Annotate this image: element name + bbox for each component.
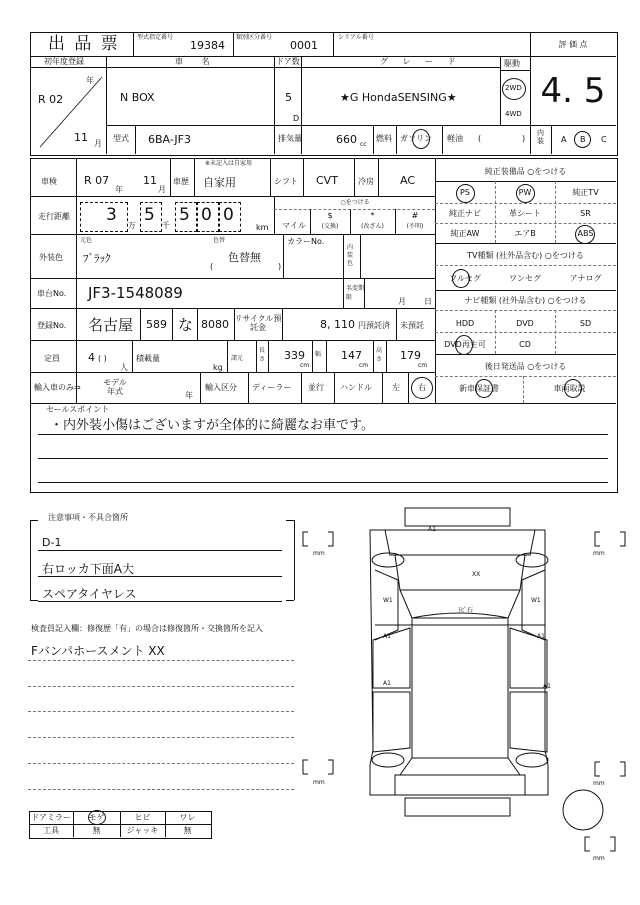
capacity-label: 定員	[44, 354, 60, 363]
mm-unit: mm	[593, 550, 605, 557]
color-label: 外装色	[39, 253, 63, 262]
equip-ps: PS	[460, 188, 470, 197]
mileage-digit: 3	[106, 205, 117, 225]
recycle-status: 未預託	[400, 321, 424, 330]
later-warranty: 新車保証書	[459, 384, 499, 393]
damage-label: W1	[383, 597, 393, 604]
registration-label: 登録No.	[37, 321, 67, 330]
equip-sr: SR	[580, 209, 591, 218]
car-name-label: 車 名	[175, 57, 218, 66]
circle-mark	[412, 129, 430, 149]
mm-unit: mm	[593, 780, 605, 787]
navi-cd: CD	[519, 340, 531, 349]
inspection-month: 11	[143, 174, 157, 187]
class-no: 0001	[290, 39, 318, 52]
serial-label: シリアル番号	[338, 34, 374, 41]
circle-mark	[502, 78, 526, 100]
reg-kana: な	[178, 316, 194, 334]
reg-number: 8080	[201, 318, 229, 331]
equip-title: 純正装備品 ○をつける	[484, 167, 567, 176]
damage-label: A1	[383, 633, 391, 640]
recycle-amount: 8, 110	[320, 318, 355, 331]
sales-label: セールスポイント	[46, 405, 110, 414]
circle-mark	[574, 131, 591, 148]
equip-tv: 純正TV	[572, 188, 599, 197]
damage-label: A1	[428, 526, 436, 533]
note-item: 右ロッカ下面A大	[42, 562, 134, 576]
tv-analog: アナログ	[569, 274, 602, 283]
later-title: 後日発送品 ○をつける	[484, 362, 567, 371]
equip-abs: ABS	[577, 229, 594, 238]
color-change-label: 色替	[213, 237, 226, 244]
history-label: 車歴	[173, 177, 189, 186]
int-color-label: 内装色	[347, 244, 354, 267]
score-value: 4. 5	[540, 71, 606, 111]
handle-left: 左	[392, 383, 400, 392]
reg-place: 名古屋	[88, 316, 134, 334]
mm-unit: mm	[313, 550, 325, 557]
later-manual: 車両取説	[553, 384, 586, 393]
cc-unit: cc	[360, 141, 367, 148]
sales-line: ・内外装小傷はございますが全体的に綺麗なお車です。	[50, 418, 374, 433]
mirror-ware: ワレ	[179, 813, 196, 822]
aircon-value: AC	[400, 174, 416, 187]
first-reg-month: 11	[74, 131, 88, 144]
first-reg-era: R 02	[38, 93, 64, 106]
history-value: 自家用	[203, 176, 236, 189]
cm-unit: cm	[359, 362, 369, 369]
cm-unit: cm	[300, 362, 310, 369]
equip-navi: 純正ナビ	[449, 209, 481, 218]
month-unit: 月	[398, 297, 406, 306]
circle-mark	[411, 377, 433, 399]
shift-value: CVT	[316, 174, 338, 187]
circle-mark	[456, 184, 475, 203]
circle-mark	[475, 379, 493, 398]
unit-man: 万	[128, 221, 136, 230]
interior-a: A	[561, 135, 567, 144]
recycle-unit: 円預託済	[358, 321, 390, 330]
sheet-title: 出 品 票	[48, 34, 120, 54]
inspection-era: R 07	[84, 174, 110, 187]
tv-fullseg: フルセグ	[449, 274, 481, 283]
fuel-light-oil: 軽油	[447, 134, 463, 143]
equip-aw: 純正AW	[450, 229, 480, 238]
aircon-label: 冷房	[358, 177, 374, 186]
capacity-paren: ( )	[98, 354, 107, 363]
mirror-hibi: ヒビ	[134, 813, 151, 822]
import-div-label: 輸入区分	[205, 383, 237, 392]
drive-label: 駆動	[504, 59, 520, 68]
damage-label: XX	[472, 571, 481, 578]
year-unit: 年	[86, 76, 94, 85]
equip-leather: 革シート	[509, 209, 541, 218]
damage-label: A1	[537, 633, 545, 640]
jack-value: 無	[183, 826, 192, 835]
unknown-option: (不明)	[406, 223, 424, 230]
score-label: 評 価 点	[558, 40, 588, 49]
history-note: ※未記入は自家用	[205, 160, 253, 167]
doors-label: ドア数	[276, 57, 300, 66]
class-no-label: 類別区分番号	[236, 34, 273, 41]
fuel-label: 燃料	[376, 134, 392, 143]
circle-mark	[88, 810, 106, 825]
orig-color-label: 元色	[80, 237, 93, 244]
interior-b: B	[580, 135, 586, 144]
damage-label: ﾄﾋﾟ石	[458, 607, 474, 614]
paren: (	[210, 262, 214, 271]
km-unit: km	[256, 223, 269, 232]
circle-mark	[452, 269, 470, 288]
year-unit: 年	[115, 185, 123, 194]
handle-right: 右	[418, 383, 426, 392]
month-unit: 月	[94, 139, 102, 148]
mileage-digit: 5	[144, 205, 155, 225]
mm-unit: mm	[593, 855, 605, 862]
navi-title: ナビ種類 (社外品含む) ○をつける	[464, 296, 587, 305]
doors-suffix: D	[293, 114, 300, 123]
damage-label: W1	[531, 597, 541, 604]
displacement-label: 排気量	[278, 134, 302, 143]
shift-label: シフト	[274, 177, 298, 186]
model-type-label: 型式	[113, 134, 129, 143]
handle-label: ハンドル	[340, 383, 372, 392]
inspector-label: 検査員記入欄：修復歴「有」の場合は修復箇所・交換箇所を記入	[31, 624, 263, 633]
paren: (	[478, 134, 482, 143]
car-name: N BOX	[120, 91, 155, 104]
inspector-line: Fバンパホースメント XX	[31, 644, 165, 658]
navi-hdd: HDD	[455, 319, 475, 328]
circle-note: ○をつける	[340, 199, 370, 206]
navi-dvd: DVD	[516, 319, 534, 328]
model-no: 19384	[190, 39, 225, 52]
model-type: 6BA-JF3	[148, 133, 191, 146]
mirror-label: ドアミラー	[31, 813, 71, 822]
exchange-option: (交換)	[321, 223, 339, 230]
grade-label: グ レ ー ド	[380, 57, 462, 66]
capacity-value: 4	[88, 351, 95, 364]
doors-value: 5	[285, 91, 292, 104]
note-item: D-1	[42, 536, 62, 549]
paren: )	[522, 134, 526, 143]
mile-option: マイル	[282, 221, 306, 230]
dims-label: 諸元	[231, 355, 244, 362]
circle-mark	[516, 184, 535, 203]
mileage-digit: 0	[201, 205, 212, 225]
drive-2wd: 2WD	[505, 84, 522, 92]
import-label: 輸入車のみ⇒	[34, 383, 81, 392]
height-value: 179	[400, 349, 421, 362]
mm-unit: mm	[313, 779, 325, 786]
tv-title: TV種類 (社外品含む) ○をつける	[467, 251, 584, 260]
circle-mark	[455, 335, 473, 355]
grade-value: ★G HondaSENSING★	[340, 91, 457, 104]
circle-mark	[564, 379, 582, 398]
tampered-option: (改ざん)	[361, 223, 384, 230]
mileage-label: 走行距離	[38, 212, 70, 221]
hash-option: #	[411, 211, 419, 220]
mileage-digit: 5	[179, 205, 190, 225]
interior-label: 内装	[537, 129, 544, 145]
name-change-label: 名変期限	[346, 285, 365, 301]
interior-c: C	[601, 135, 607, 144]
drive-4wd: 4WD	[505, 110, 522, 118]
model-year-label: モデル年式	[103, 378, 127, 396]
orig-color: ﾌﾞﾗｯｸ	[83, 252, 111, 265]
mileage-digit: 0	[223, 205, 234, 225]
capacity-unit: 人	[120, 363, 128, 372]
car-outline-diagram	[300, 500, 640, 900]
day-unit: 日	[424, 297, 432, 306]
chassis-no: JF3-1548089	[88, 284, 183, 302]
star-option: *	[370, 211, 375, 220]
parallel-option: 並行	[308, 383, 324, 392]
tv-oneseg: ワンセグ	[509, 274, 541, 283]
color-no-label: カラーNo.	[287, 237, 325, 246]
equip-airbag: エアB	[514, 229, 536, 238]
width-value: 147	[341, 349, 362, 362]
navi-sd: SD	[579, 319, 592, 328]
chassis-label: 車台No.	[37, 289, 67, 298]
load-label: 積載量	[136, 354, 160, 363]
month-unit: 月	[158, 185, 166, 194]
height-label: 高さ	[376, 347, 383, 363]
paren: )	[278, 262, 282, 271]
color-change: 色替無	[228, 251, 261, 264]
note-item: スペアタイヤレス	[42, 587, 137, 601]
damage-label: A1	[383, 680, 391, 687]
cm-unit: cm	[418, 362, 428, 369]
model-no-label: 型式指定番号	[137, 34, 174, 41]
length-value: 339	[284, 349, 305, 362]
tools-value: 無	[92, 826, 101, 835]
dealer-option: ディーラー	[252, 383, 292, 392]
year-unit: 年	[185, 391, 193, 400]
damage-label: A1	[543, 683, 551, 690]
width-label: 幅	[315, 351, 322, 358]
mirror-moge: モゲ	[88, 813, 105, 822]
recycle-label: リサイクル預託金	[234, 314, 282, 332]
circle-mark	[575, 225, 595, 244]
navi-dvd-play: DVD再生可	[444, 340, 486, 349]
inspection-label: 車検	[41, 177, 57, 186]
fuel-gasoline: ガソリン	[400, 134, 432, 143]
length-label: 長さ	[259, 347, 266, 363]
first-reg-label: 初年度登録	[44, 57, 84, 66]
load-unit: kg	[213, 363, 223, 372]
reg-class: 589	[146, 318, 167, 331]
jack-label: ジャッキ	[126, 826, 159, 835]
unit-sen: 千	[162, 221, 170, 230]
displacement: 660	[336, 133, 357, 146]
dollar-option: $	[327, 211, 333, 220]
equip-pw: PW	[518, 188, 532, 197]
tools-label: 工具	[43, 826, 59, 835]
notes-label: 注意事項・不具合箇所	[48, 513, 128, 522]
